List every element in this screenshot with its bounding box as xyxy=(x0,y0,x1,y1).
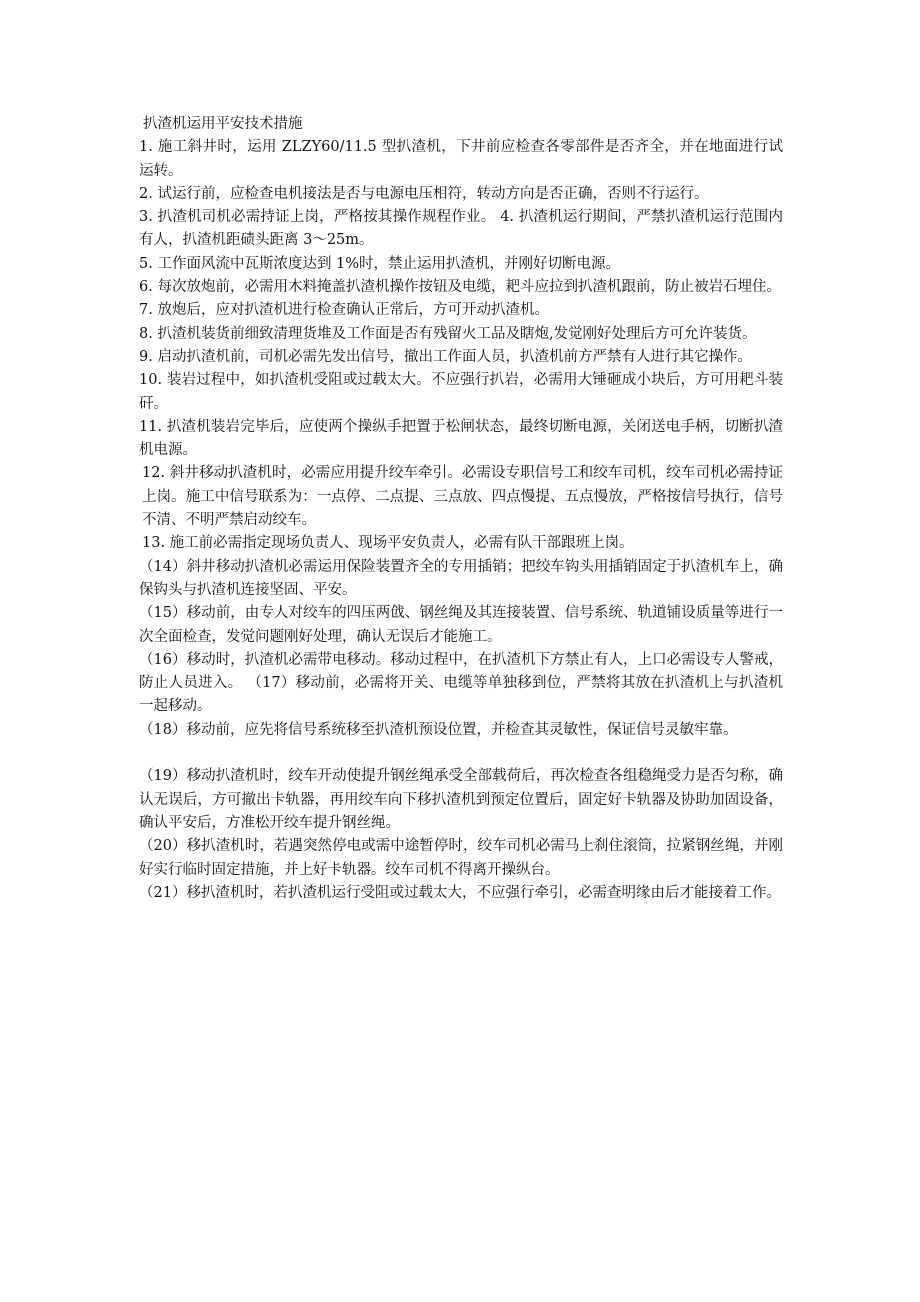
paragraph-9: 9. 启动扒渣机前，司机必需先发出信号，撤出工作面人员，扒渣机前方严禁有人进行其它操作。 xyxy=(139,348,752,365)
paragraph-7: 7. 放炮后，应对扒渣机进行检查确认正常后，方可开动扒渣机。 xyxy=(139,302,549,319)
paragraph-13: 13. 施工前必需指定现场负责人、现场平安负责人，必需有队干部跟班上岗。 xyxy=(142,535,634,552)
paragraph-16-17: （16）移动时，扒渣机必需带电移动。移动过程中，在扒渣机下方禁止有人，上口必需设专人警戒，防止人员进入。 （17）移动前，必需将开关、电缆等单独移到位，严禁将其放在扒渣机上与扒渣机一起移动。 xyxy=(139,651,783,715)
blank-line xyxy=(139,742,783,765)
paragraph-6: 6. 每次放炮前，必需用木料掩盖扒渣机操作按钮及电缆，耙斗应拉到扒渣机跟前，防止被岩石埋住。 xyxy=(139,279,781,296)
document-title: 扒渣机运用平安技术措施 xyxy=(143,116,303,132)
paragraph-5: 5. 工作面风流中瓦斯浓度达到 1%时，禁止运用扒渣机，并刚好切断电源。 xyxy=(139,255,621,272)
document-body xyxy=(139,113,783,905)
paragraph-20: （20）移扒渣机时，若遇突然停电或需中途暂停时，绞车司机必需马上刹住滚筒，拉紧钢丝绳，并刚好实行临时固定措施，并上好卡轨器。绞车司机不得离开操纵台。 xyxy=(139,838,783,878)
paragraph-10: 10. 装岩过程中，如扒渣机受阻或过载太大。不应强行扒岩，必需用大锤砸成小块后，方可用耙斗装矸。 xyxy=(139,372,783,412)
paragraph-19: （19）移动扒渣机时，绞车开动使提升钢丝绳承受全部载荷后，再次检查各组稳绳受力是否匀称，确认无误后，方可撤出卡轨器，再用绞车向下移扒渣机到预定位置后，固定好卡轨器及协助加固设备，确认平安后，方准松开绞车提升钢丝绳。 xyxy=(139,768,783,831)
paragraph-12: 12. 斜井移动扒渣机时，必需应用提升绞车牵引。必需设专职信号工和绞车司机，绞车司机必需持证上岗。施工中信号联系为：一点停、二点提、三点放、四点慢提、五点慢放，严格按信号执行，信号不清、不明严禁启动绞车。 xyxy=(142,465,783,529)
paragraph-1: 1. 施工斜井时，运用 ZLZY60/11.5 型扒渣机，下井前应检查各零部件是否齐全，并在地面进行试运转。 xyxy=(139,139,783,179)
paragraph-2: 2. 试运行前，应检查电机接法是否与电源电压相符，转动方向是否正确，否则不行运行。 xyxy=(139,185,709,202)
paragraph-11: 11. 扒渣机装岩完毕后，应使两个操纵手把置于松闸状态，最终切断电源，关闭送电手柄，切断扒渣机电源。 xyxy=(139,418,783,459)
paragraph-14: （14）斜井移动扒渣机必需运用保险装置齐全的专用插销；把绞车钩头用插销固定于扒渣机车上，确保钩头与扒渣机连接坚固、平安。 xyxy=(139,558,783,598)
paragraph-8: 8. 扒渣机装货前细致清理货堆及工作面是否有残留火工品及瞎炮,发觉刚好处理后方可允许装货。 xyxy=(139,325,757,342)
paragraph-18: （18）移动前，应先将信号系统移至扒渣机预设位置，并检查其灵敏性，保证信号灵敏牢靠。 xyxy=(139,721,738,738)
paragraph-3-4: 3. 扒渣机司机必需持证上岗，严格按其操作规程作业。 4. 扒渣机运行期间，严禁扒渣机运行范围内有人，扒渣机距碛头距离 3～25m。 xyxy=(139,209,783,249)
paragraph-15: （15）移动前，由专人对绞车的四压两戗、钢丝绳及其连接装置、信号系统、轨道铺设质量等进行一次全面检查，发觉问题刚好处理，确认无误后才能施工。 xyxy=(139,605,783,645)
paragraph-21: （21）移扒渣机时，若扒渣机运行受阻或过载太大，不应强行牵引，必需查明缘由后才能接着工作。 xyxy=(139,884,781,901)
